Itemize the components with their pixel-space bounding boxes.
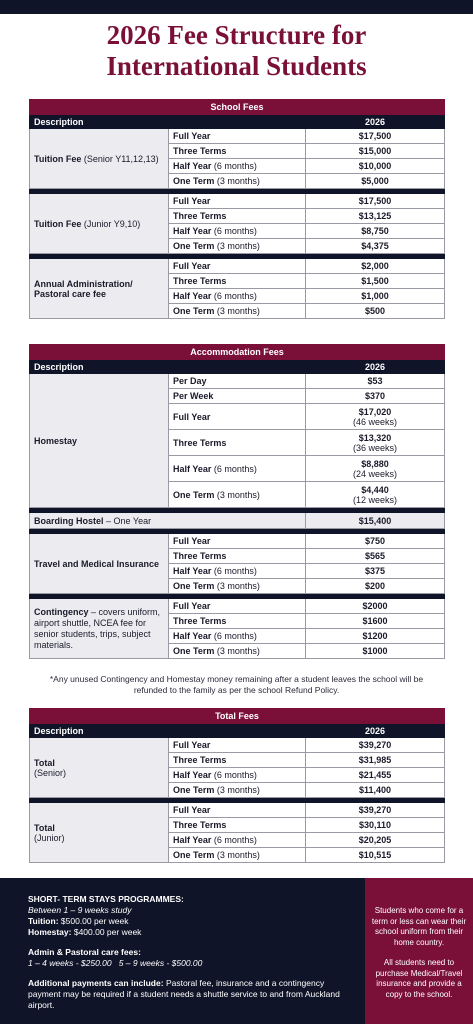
fee-description: Travel and Medical Insurance [30,534,169,594]
amount: $17,020 (46 weeks) [306,404,445,430]
col-year: 2026 [306,360,445,374]
table-row [30,129,445,144]
amount: $2000 [306,599,445,614]
amount: $1600 [306,614,445,629]
period-label: Half Year (6 months) [169,768,306,783]
period-label: Half Year (6 months) [169,456,306,482]
period-label: Full Year [169,599,306,614]
insurance-note: All students need to purchase Medical/Travel insurance and provide a copy to the school. [375,958,463,999]
period-label: One Term (3 months) [169,579,306,594]
col-year: 2026 [306,724,445,738]
period-label: Full Year [169,259,306,274]
amount: $2,000 [306,259,445,274]
table-row [30,194,445,209]
table-row [30,259,445,274]
period-label: One Term (3 months) [169,783,306,798]
total-fees-table [29,708,445,863]
period-label: One Term (3 months) [169,174,306,189]
amount: $17,500 [306,129,445,144]
period-label: Half Year (6 months) [169,224,306,239]
period-label: Full Year [169,129,306,144]
period-label: Half Year (6 months) [169,629,306,644]
amount: $31,985 [306,753,445,768]
amount: $13,320 (36 weeks) [306,430,445,456]
admin-heading: Admin & Pastoral care fees: [28,947,141,957]
additional-payments: Additional payments can include: Pastoral fee, insurance and a contingency payment may be required if a student needs a shuttle service to and from Auckland airport. [28,978,340,1010]
footer-panel [0,878,473,1024]
amount: $13,125 [306,209,445,224]
period-label: Three Terms [169,753,306,768]
amount: $39,270 [306,738,445,753]
amount: $4,375 [306,239,445,254]
table-row [30,513,445,529]
table-row [30,738,445,753]
period-label: Three Terms [169,209,306,224]
amount: $10,000 [306,159,445,174]
accommodation-fees-caption: Accommodation Fees [30,345,445,360]
period-label: Full Year [169,404,306,430]
period-label: Half Year (6 months) [169,289,306,304]
amount: $375 [306,564,445,579]
period-label: Full Year [169,738,306,753]
amount: $53 [306,374,445,389]
table-row [30,599,445,614]
top-bar [0,0,473,14]
amount: $500 [306,304,445,319]
amount: $1,000 [306,289,445,304]
period-label: Three Terms [169,274,306,289]
amount: $15,400 [306,513,445,529]
amount: $39,270 [306,803,445,818]
amount: $17,500 [306,194,445,209]
fee-description: Boarding Hostel – One Year [30,513,306,529]
fee-description: Tuition Fee (Junior Y9,10) [30,194,169,254]
period-label: Three Terms [169,430,306,456]
period-label: Three Terms [169,818,306,833]
amount: $11,400 [306,783,445,798]
short-term-heading: SHORT- TERM STAYS PROGRAMMES: [28,894,184,904]
total-fees-caption: Total Fees [30,709,445,724]
period-label: One Term (3 months) [169,482,306,508]
period-label: One Term (3 months) [169,644,306,659]
col-description: Description [30,360,306,374]
period-label: Half Year (6 months) [169,159,306,174]
period-label: Three Terms [169,144,306,159]
col-description: Description [30,724,306,738]
amount: $1200 [306,629,445,644]
amount: $30,110 [306,818,445,833]
table-row [30,803,445,818]
period-label: Full Year [169,534,306,549]
amount: $1000 [306,644,445,659]
amount: $4,440 (12 weeks) [306,482,445,508]
amount: $200 [306,579,445,594]
period-label: Full Year [169,194,306,209]
period-label: Half Year (6 months) [169,833,306,848]
fee-description: Total (Junior) [30,803,169,863]
side-notes [365,878,473,1024]
period-label: Per Week [169,389,306,404]
amount: $15,000 [306,144,445,159]
school-fees-caption: School Fees [30,100,445,115]
amount: $1,500 [306,274,445,289]
col-description: Description [30,115,306,129]
amount: $10,515 [306,848,445,863]
admin-values: 1 – 4 weeks - $250.00 5 – 9 weeks - $500.00 [28,958,203,968]
amount: $8,750 [306,224,445,239]
amount: $21,455 [306,768,445,783]
period-label: Full Year [169,803,306,818]
amount: $20,205 [306,833,445,848]
amount: $750 [306,534,445,549]
school-fees-table [29,99,445,319]
table-row [30,534,445,549]
amount: $370 [306,389,445,404]
uniform-note: Students who come for a term or less can wear their school uniform from their home country. [371,906,467,947]
fee-description: Tuition Fee (Senior Y11,12,13) [30,129,169,189]
fee-description: Contingency – covers uniform, airport shuttle, NCEA fee for senior students, trips, subject materials. [30,599,169,659]
accommodation-fees-table [29,344,445,659]
table-row [30,374,445,389]
refund-note: *Any unused Contingency and Homestay money remaining after a student leaves the school will be refunded to the family as per the school Refund Policy. [49,674,424,695]
amount: $565 [306,549,445,564]
short-term-duration: Between 1 – 9 weeks study [28,905,132,915]
period-label: Three Terms [169,549,306,564]
period-label: One Term (3 months) [169,304,306,319]
amount: $5,000 [306,174,445,189]
fee-description: Total (Senior) [30,738,169,798]
period-label: Half Year (6 months) [169,564,306,579]
short-term-info [28,894,358,1011]
amount: $8,880 (24 weeks) [306,456,445,482]
col-year: 2026 [306,115,445,129]
title-line-2: International Students [106,51,367,81]
page-title [0,20,473,82]
period-label: One Term (3 months) [169,848,306,863]
fee-description: Homestay [30,374,169,508]
tuition-line: Tuition: $500.00 per week [28,916,129,926]
period-label: Per Day [169,374,306,389]
period-label: Three Terms [169,614,306,629]
title-line-1: 2026 Fee Structure for [106,20,367,50]
homestay-line: Homestay: $400.00 per week [28,927,142,937]
fee-description: Annual Administration/ Pastoral care fee [30,259,169,319]
period-label: One Term (3 months) [169,239,306,254]
